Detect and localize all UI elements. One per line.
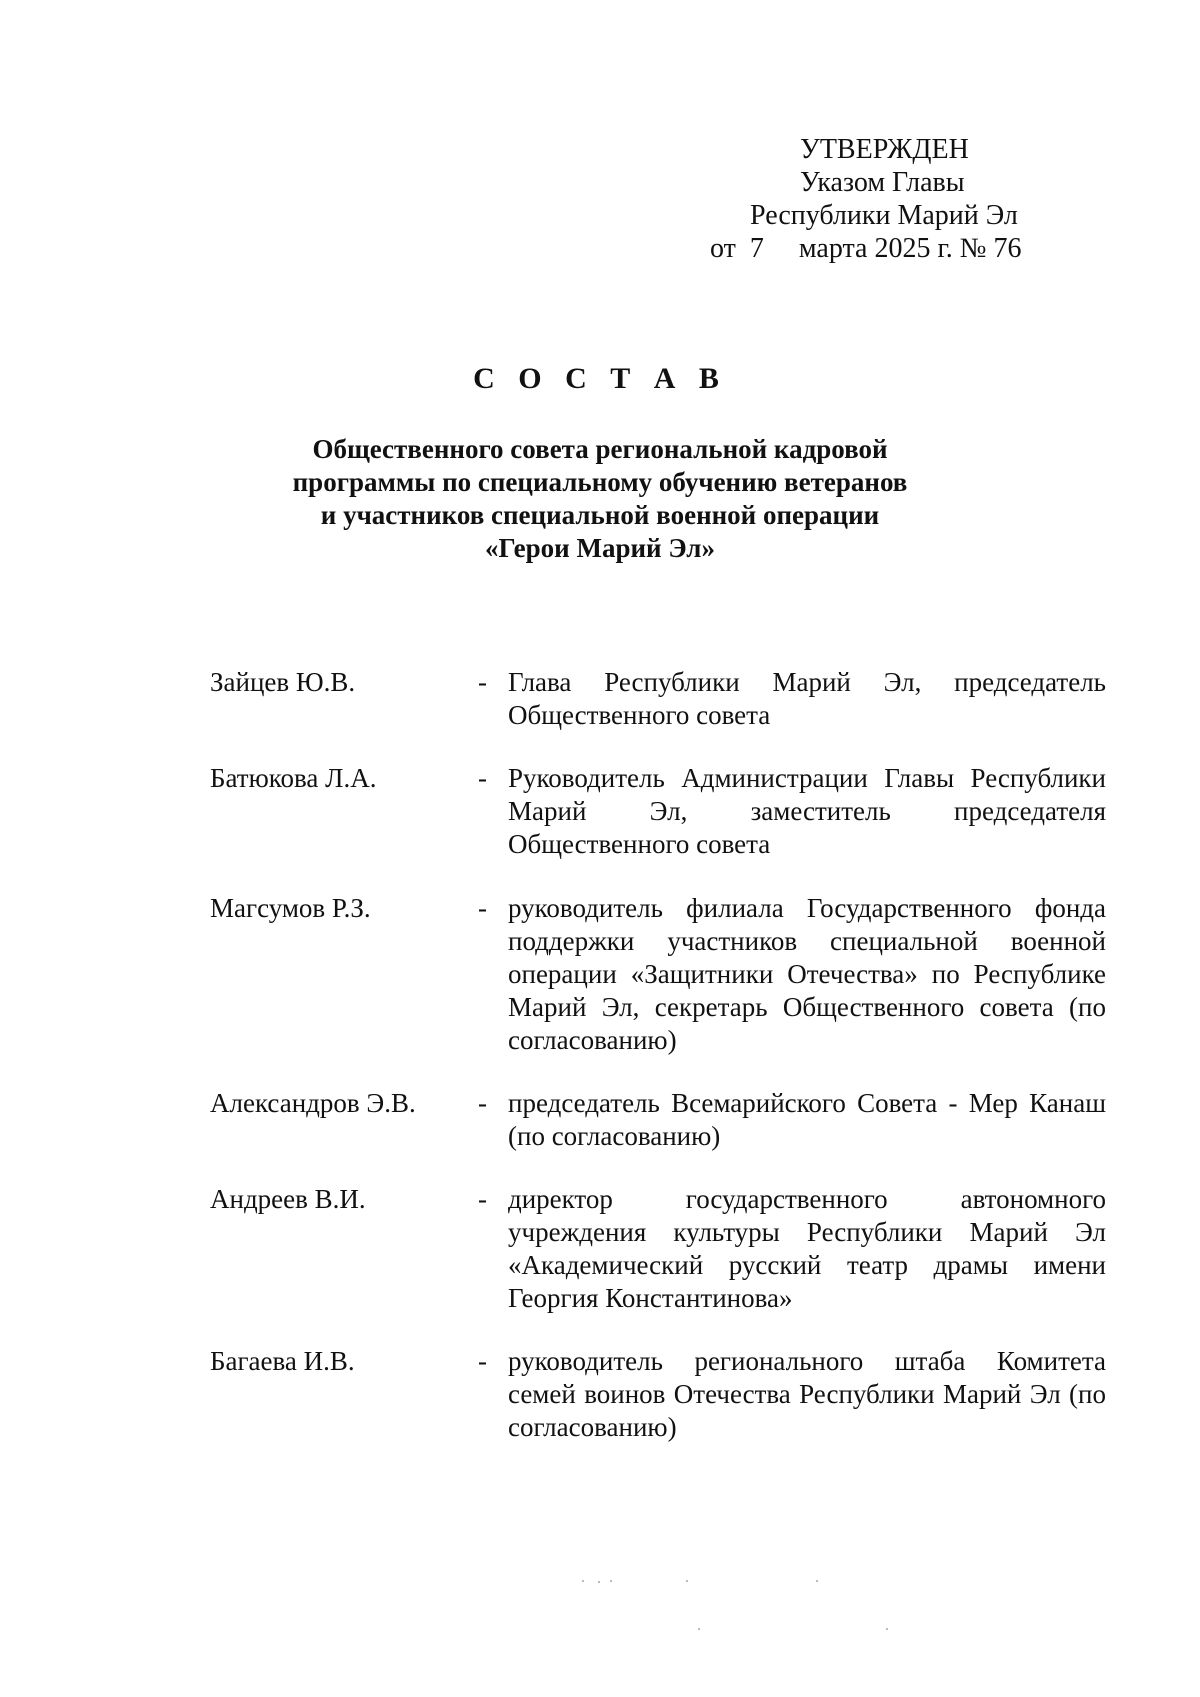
member-row (210, 666, 1110, 732)
scan-speck (582, 1580, 584, 1582)
member-row (210, 762, 1110, 861)
scan-speck (816, 1580, 818, 1582)
member-role: директор государственного автономного учреждения культуры Республики Марий Эл «Академический русский театр драмы имени Георгия Константинова» (508, 1184, 1106, 1313)
subtitle-line: программы по специальному обучению ветеранов (292, 467, 908, 497)
scan-speck (886, 1628, 888, 1630)
document-title: С О С Т А В (473, 362, 727, 395)
scan-speck (610, 1580, 612, 1582)
approval-date-number: от 7 марта 2025 г. № 76 (710, 233, 1022, 264)
member-dash: - (478, 1088, 487, 1118)
member-dash: - (478, 1184, 487, 1214)
member-row (210, 1345, 1110, 1444)
member-name: Александров Э.В. (210, 1088, 416, 1118)
members-list (210, 666, 1110, 1444)
approval-status: УТВЕРЖДЕН (800, 134, 969, 165)
approval-republic: Республики Марий Эл (750, 200, 1018, 231)
member-name: Андреев В.И. (210, 1184, 366, 1214)
member-row (210, 1183, 1110, 1315)
member-role: руководитель филиала Государственного фонда поддержки участников специальной военной операции «Защитники Отечества» по Республике Марий Эл, секретарь Общественного совета (по согласованию) (508, 893, 1106, 1055)
approval-authority: Указом Главы (800, 167, 965, 198)
member-dash: - (478, 763, 487, 793)
member-name: Зайцев Ю.В. (210, 667, 356, 697)
member-name: Багаева И.В. (210, 1346, 355, 1376)
member-row (210, 892, 1110, 1057)
member-dash: - (478, 1346, 487, 1376)
scan-speck (598, 1581, 600, 1583)
scan-noise (580, 1580, 880, 1640)
member-role: председатель Всемарийского Совета - Мер Канаш (по согласованию) (508, 1088, 1106, 1151)
scan-speck (698, 1628, 700, 1630)
member-row (210, 1087, 1110, 1153)
subtitle-line: Общественного совета региональной кадровой (312, 434, 888, 464)
document-subtitle (0, 433, 1200, 565)
subtitle-line: «Герои Марий Эл» (485, 533, 715, 563)
member-role: Руководитель Администрации Главы Республики Марий Эл, заместитель председателя Общественного совета (508, 763, 1106, 859)
approval-stamp-block (700, 133, 1040, 265)
member-name: Магсумов Р.З. (210, 893, 371, 923)
subtitle-line: и участников специальной военной операции (320, 500, 880, 530)
member-name: Батюкова Л.А. (210, 763, 377, 793)
member-dash: - (478, 893, 487, 923)
member-dash: - (478, 667, 487, 697)
scan-speck (686, 1580, 688, 1582)
member-role: руководитель регионального штаба Комитета семей воинов Отечества Республики Марий Эл (по согласованию) (508, 1346, 1106, 1442)
member-role: Глава Республики Марий Эл, председатель Общественного совета (508, 667, 1106, 730)
